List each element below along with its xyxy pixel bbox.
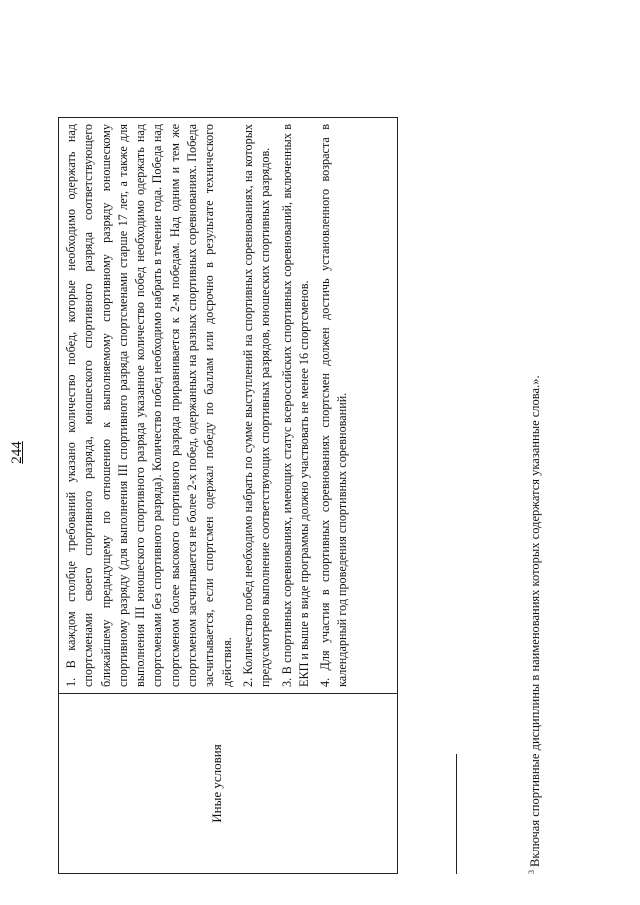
condition-paragraph-4: 4. Для участия в спортивных соревнованиях спортсмен должен достичь установленного возраста в календарный год проведения спортивных соревнований. <box>318 124 350 687</box>
footnote-rule <box>456 754 457 874</box>
condition-paragraph-2: 2. Количество побед необходимо набрать по сумме выступлений на спортивных соревнованиях, на которых предусмотрено выполнение соответствующих спортивных разрядов, юношеских спортивных разрядов. <box>240 124 273 687</box>
condition-paragraph-1: 1. В каждом столбце требований указано количество побед, которые необходимо одержать над спортсменами своего спортивного разряда, юношеского спортивного разряда соответствующего ближайшему предыдущему по отношению к выполняемому спортивному разряду юношескому спортивному разряду (для выполнения III спортивного разряда спортсменами старше 17 лет, а также для выполнения III юношеского спортивного разряда указанное количество побед необходимо одержать над спортсменами без спортивного разряда). Количество побед необходимо набрать в течение года. Победа над спортсменом более высокого спортивного разряда приравнивается к 2-м победам. Над одним и тем же спортсменом засчитывается не более 2-х побед, одержанных на разных спортивных соревнованиях. Победа засчитывается, если спортсмен одержал победу по баллам или досрочно в результате технического действия. <box>64 124 234 687</box>
conditions-label: Иные условия <box>209 744 224 823</box>
condition-paragraph-3: 3. В спортивных соревнованиях, имеющих статус всероссийских спортивных соревнований, включенных в ЕКП и выше в виде программы должно участвовать не менее 16 спортсменов. <box>279 124 311 687</box>
footnote-marker: 3 <box>527 870 536 874</box>
conditions-text-cell <box>59 118 397 693</box>
page-number: 244 <box>9 441 25 464</box>
footnote-text: Включая спортивные дисциплины в наименованиях которых содержатся указанные слова.». <box>528 375 543 867</box>
footnote <box>524 74 543 874</box>
conditions-label-cell <box>59 693 397 873</box>
conditions-table <box>58 117 398 874</box>
